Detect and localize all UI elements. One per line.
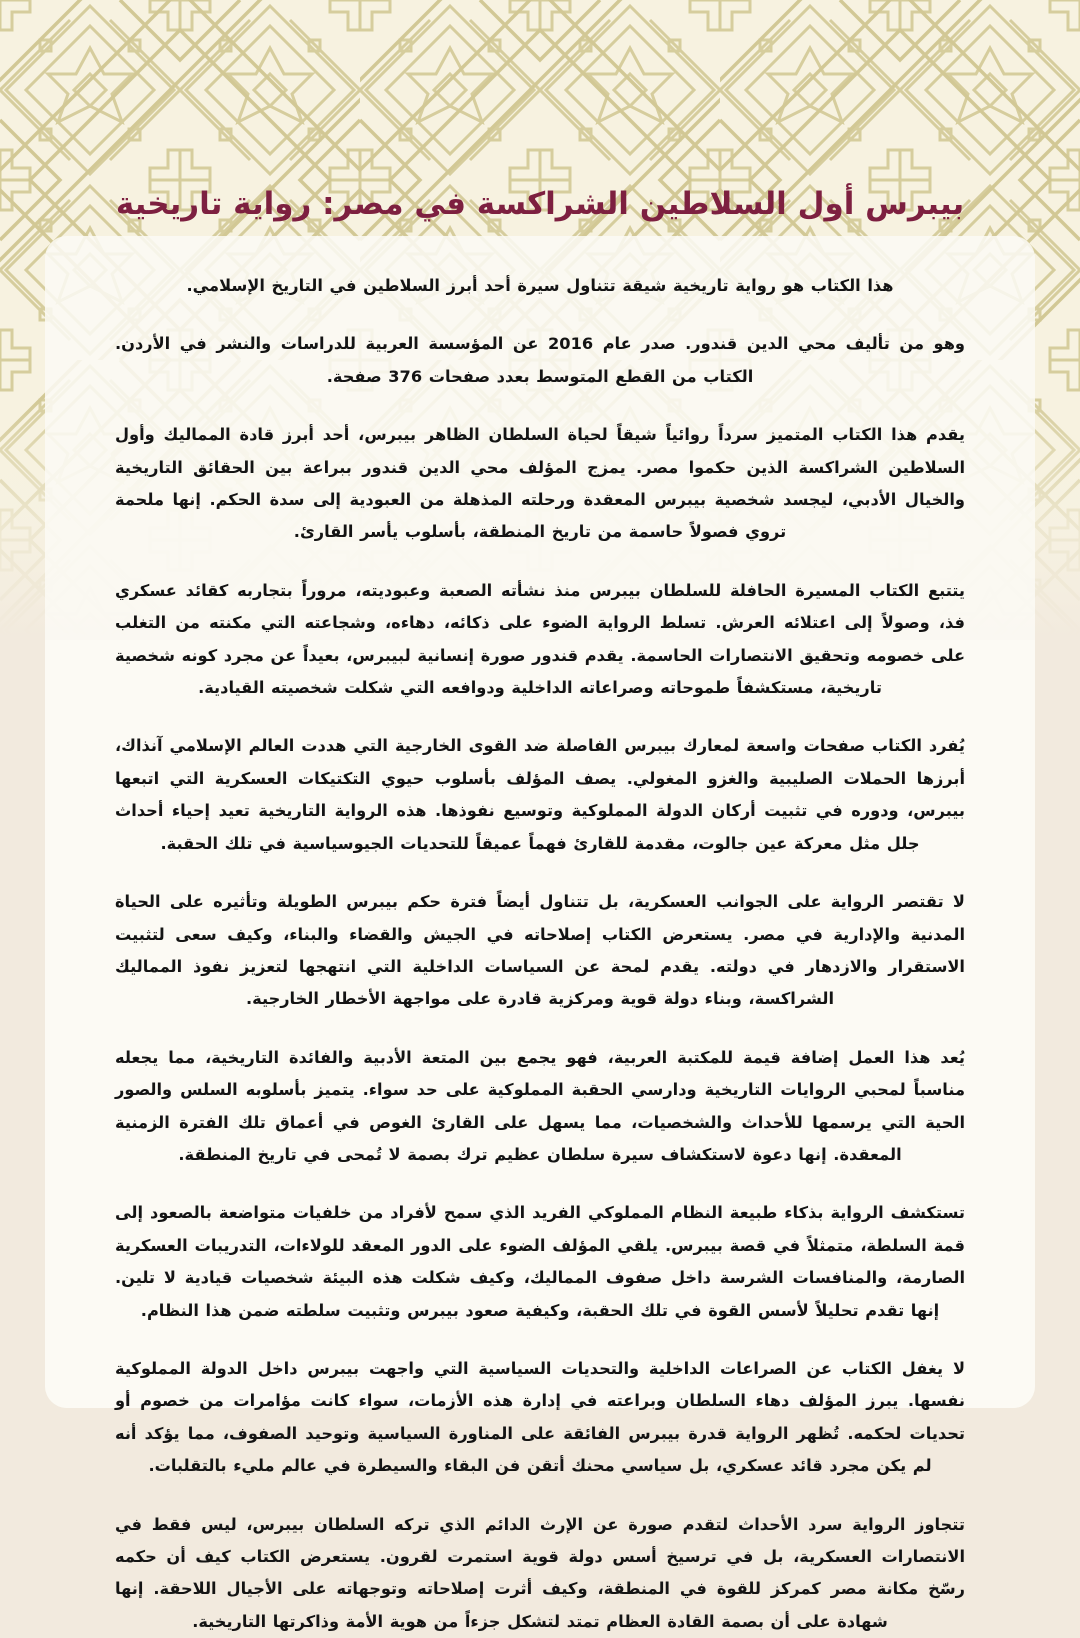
- page-title: بيبرس أول السلاطين الشراكسة في مصر: رواية تاريخية: [115, 185, 965, 222]
- paragraph: لا يغفل الكتاب عن الصراعات الداخلية والتحديات السياسية التي واجهت بيبرس داخل الدولة المملوكية نفسها. يبرز المؤلف دهاء السلطان وبراعته في إدارة هذه الأزمات، سواء كانت مؤامرات من خصوم أو تحديات لحكمه. تُظهر الرواية قدرة بيبرس الفائقة على المناورة السياسية وتوحيد الصفوف، مما يؤكد أنه لم يكن مجرد قائد عسكري، بل سياسي محنك أتقن فن البقاء والسيطرة في عالم مليء بالتقلبات.: [115, 1358, 965, 1476]
- content-card: [45, 236, 1035, 1631]
- paragraph: يُعد هذا العمل إضافة قيمة للمكتبة العربية، فهو يجمع بين المتعة الأدبية والفائدة التاريخية، مما يجعله مناسباً لمحبي الروايات التاريخية ودارسي الحقبة المملوكية على حد سواء. يتميز بأسلوبه السلس والصور الحية التي يرسمها للأحداث والشخصيات، مما يسهل على القارئ الغوص في أعماق تلك الفترة الزمنية المعقدة. إنها دعوة لاستكشاف سيرة سلطان عظيم ترك بصمة لا تُمحى في تاريخ المنطقة.: [115, 1047, 965, 1164]
- paragraph: هذا الكتاب هو رواية تاريخية شيقة تتناول سيرة أحد أبرز السلاطين في التاريخ الإسلامي.: [186, 276, 894, 295]
- paragraph: وهو من تأليف محي الدين قندور. صدر عام 2016 عن المؤسسة العربية للدراسات والنشر في الأردن. الكتاب من القطع المتوسط بعدد صفحات 376 صفحة.: [115, 334, 965, 386]
- article-body: [115, 270, 965, 1638]
- paragraph: يتتبع الكتاب المسيرة الحافلة للسلطان بيبرس منذ نشأته الصعبة وعبوديته، مروراً بتجاربه كقائد عسكري فذ، وصولاً إلى اعتلائه العرش. تسلط الرواية الضوء على ذكائه، دهاءه، وشجاعته التي مكنته من التغلب على خصومه وتحقيق الانتصارات الحاسمة. يقدم قندور صورة إنسانية لبيبرس، بعيداً عن مجرد كونه شخصية تاريخية، مستكشفاً طموحاته وصراعاته الداخلية ودوافعه التي شكلت شخصيته القيادية.: [115, 580, 965, 698]
- paragraph: يقدم هذا الكتاب المتميز سرداً روائياً شيقاً لحياة السلطان الظاهر بيبرس، أحد أبرز قادة المماليك وأول السلاطين الشراكسة الذين حكموا مصر. يمزج المؤلف محي الدين قندور ببراعة بين الحقائق التاريخية والخيال الأدبي، ليجسد شخصية بيبرس المعقدة ورحلته المذهلة من العبودية إلى سدة الحكم. إنها ملحمة تروي فصولاً حاسمة من تاريخ المنطقة، بأسلوب يأسر القارئ.: [115, 425, 965, 542]
- paragraph: تستكشف الرواية بذكاء طبيعة النظام المملوكي الفريد الذي سمح لأفراد من خلفيات متواضعة بالصعود إلى قمة السلطة، متمثلاً في قصة بيبرس. يلقي المؤلف الضوء على الدور المعقد للولاءات، التدريبات العسكرية الصارمة، والمنافسات الشرسة داخل صفوف المماليك، وكيف شكلت هذه البيئة شخصيات قيادية لا تلين. إنها تقدم تحليلاً لأسس القوة في تلك الحقبة، وكيفية صعود بيبرس وتثبيت سلطته ضمن هذا النظام.: [115, 1203, 965, 1320]
- paragraph: تتجاوز الرواية سرد الأحداث لتقدم صورة عن الإرث الدائم الذي تركه السلطان بيبرس، ليس فقط في الانتصارات العسكرية، بل في ترسيخ أسس دولة قوية استمرت لقرون. يستعرض الكتاب كيف أن حكمه رسّخ مكانة مصر كمركز للقوة في المنطقة، وكيف أثرت إصلاحاته وتوجهاته على الأجيال اللاحقة. إنها شهادة على أن بصمة القادة العظام تمتد لتشكل جزءاً من هوية الأمة وذاكرتها التاريخية.: [115, 1514, 965, 1631]
- paragraph: يُفرد الكتاب صفحات واسعة لمعارك بيبرس الفاصلة ضد القوى الخارجية التي هددت العالم الإسلامي آنذاك، أبرزها الحملات الصليبية والغزو المغولي. يصف المؤلف بأسلوب حيوي التكتيكات العسكرية التي اتبعها بيبرس، ودوره في تثبيت أركان الدولة المملوكية وتوسيع نفوذها. هذه الرواية التاريخية تعيد إحياء أحداث جلل مثل معركة عين جالوت، مقدمة للقارئ فهماً عميقاً للتحديات الجيوسياسية في تلك الحقبة.: [115, 736, 965, 853]
- paragraph: لا تقتصر الرواية على الجوانب العسكرية، بل تتناول أيضاً فترة حكم بيبرس الطويلة وتأثيره على الحياة المدنية والإدارية في مصر. يستعرض الكتاب إصلاحاته في الجيش والقضاء والبناء، وكيف سعى لتثبيت الاستقرار والازدهار في دولته. يقدم لمحة عن السياسات الداخلية التي انتهجها لتعزيز نفوذ المماليك الشراكسة، وبناء دولة قوية ومركزية قادرة على مواجهة الأخطار الخارجية.: [115, 892, 965, 1009]
